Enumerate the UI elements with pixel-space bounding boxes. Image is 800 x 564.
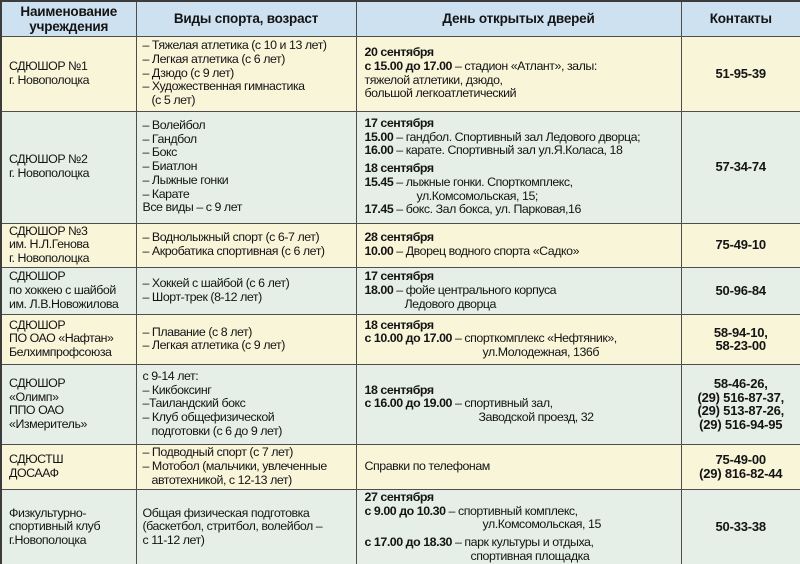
sport-line: с 9-14 лет: <box>142 368 199 383</box>
open-day-text: – бокс. Зал бокса, ул. Парковая,16 <box>393 202 581 217</box>
open-day-line <box>365 332 675 346</box>
open-day-text: – фойе центрального корпуса <box>393 282 557 297</box>
open-day-line <box>365 397 675 411</box>
contact-phone: 50-96-84 <box>715 282 766 298</box>
sport-line: – Легкая атлетика (с 9 лет) <box>142 338 285 353</box>
cell-open-day <box>356 364 681 444</box>
date-time-text: 10.00 <box>364 244 394 259</box>
sport-line: – Тяжелая атлетика (с 10 и 13 лет) <box>142 38 327 52</box>
open-day-text: – спортивный комплекс, <box>445 503 578 518</box>
header-row <box>1 1 800 36</box>
open-day-line <box>365 550 675 564</box>
sport-line: – Бокс <box>142 145 177 160</box>
sport-line: – Клуб общефизической <box>142 410 275 425</box>
cell-institution <box>1 267 136 314</box>
open-day-line <box>365 460 675 474</box>
open-day-text: – лыжные гонки. Спорткомплекс, <box>393 174 573 189</box>
open-day-text: Справки по телефонам <box>364 458 490 473</box>
cell-institution <box>1 444 136 489</box>
open-day-line <box>365 284 675 298</box>
sport-line: – Художественная гимнастика <box>142 79 305 94</box>
date-time-text: 27 сентября <box>364 489 434 504</box>
column-header-open-day: День открытых дверей <box>356 1 681 36</box>
open-day-line <box>365 162 675 176</box>
cell-open-day <box>356 111 681 223</box>
sport-line: – Биатлон <box>142 159 197 174</box>
cell-institution <box>1 223 136 267</box>
date-time-text: с 15.00 до 17.00 <box>364 58 452 73</box>
sport-line: – Гандбол <box>142 131 197 146</box>
open-day-line <box>365 518 675 532</box>
open-day-line <box>365 491 675 505</box>
table-row <box>1 223 800 267</box>
open-day-line <box>365 144 675 158</box>
open-day-line <box>365 298 675 312</box>
contact-phone: 58-23-00 <box>715 338 766 354</box>
contact-phone: (29) 816-82-44 <box>699 465 783 481</box>
institution-line: г. Новополоцка <box>9 251 90 266</box>
date-time-text: 18.00 <box>364 282 394 297</box>
cell-sports <box>136 364 356 444</box>
cell-open-day <box>356 223 681 267</box>
date-time-text: с 9.00 до 10.30 <box>364 503 446 518</box>
date-time-text: 15.00 <box>364 129 394 144</box>
date-time-text: с 17.00 до 18.30 <box>364 535 452 550</box>
institution-line: им. Л.В.Новожилова <box>9 296 119 311</box>
institution-line: по хоккею с шайбой <box>9 282 116 297</box>
date-time-text: 18 сентября <box>364 382 434 397</box>
open-day-text: – парк культуры и отдыха, <box>451 535 594 550</box>
open-day-line <box>365 190 675 204</box>
date-time-text: 20 сентября <box>364 44 434 59</box>
open-day-text: – гандбол. Спортивный зал Ледового дворца; <box>393 129 641 144</box>
sport-line: Общая физическая подготовка <box>142 505 310 520</box>
sport-line: –Таиландский бокс <box>142 396 246 411</box>
table-row <box>1 444 800 489</box>
open-day-text: Ледового дворца <box>404 296 496 311</box>
institution-line: «Олимп» <box>9 389 59 404</box>
date-time-text: с 16.00 до 19.00 <box>364 396 452 411</box>
open-day-line <box>365 46 675 60</box>
cell-open-day <box>356 489 681 564</box>
institution-line: спортивный клуб <box>9 519 101 534</box>
open-day-text: – стадион «Атлант», залы: <box>451 58 597 73</box>
open-day-text: – спорткомплекс «Нефтяник», <box>451 331 617 346</box>
cell-sports <box>136 314 356 364</box>
contact-phone: 51-95-39 <box>715 65 766 81</box>
open-day-line <box>365 505 675 519</box>
column-header-sports: Виды спорта, возраст <box>136 1 356 36</box>
institution-line: Физкультурно- <box>9 505 86 520</box>
open-day-line <box>365 384 675 398</box>
open-day-text: Заводской проезд, 32 <box>478 410 594 425</box>
cell-contacts <box>681 111 800 223</box>
sport-line: – Акробатика спортивная (с 6 лет) <box>142 244 325 259</box>
open-day-text: – спортивный зал, <box>451 396 553 411</box>
contact-phone: 58-94-10, <box>713 324 768 340</box>
sport-line: – Карате <box>142 186 190 201</box>
date-time-text: 17 сентября <box>364 115 434 130</box>
cell-open-day <box>356 444 681 489</box>
open-day-line <box>365 117 675 131</box>
date-time-text: 16.00 <box>364 143 394 158</box>
sport-line: (с 5 лет) <box>151 93 196 108</box>
sport-line: – Дзюдо (с 9 лет) <box>142 65 234 80</box>
institution-line: «Измеритель» <box>9 417 87 432</box>
open-day-text: спортивная площадка <box>470 549 590 564</box>
institution-line: СДЮСТШ <box>9 452 64 467</box>
sport-line: – Кикбоксинг <box>142 382 212 397</box>
date-time-text: 28 сентября <box>364 230 434 245</box>
open-day-text: – карате. Спортивный зал ул.Я.Коласа, 18 <box>393 143 623 158</box>
sport-line: – Лыжные гонки <box>142 172 229 187</box>
open-day-line <box>365 87 675 101</box>
cell-sports <box>136 111 356 223</box>
cell-institution <box>1 489 136 564</box>
cell-sports <box>136 36 356 111</box>
cell-open-day <box>356 314 681 364</box>
table-row <box>1 314 800 364</box>
cell-sports <box>136 444 356 489</box>
open-day-line <box>365 411 675 425</box>
open-day-line <box>365 346 675 360</box>
contact-phone: 57-34-74 <box>715 159 766 175</box>
column-header-contacts: Контакты <box>681 1 800 36</box>
open-day-text: большой легкоатлетический <box>364 86 517 101</box>
cell-institution <box>1 111 136 223</box>
cell-sports <box>136 489 356 564</box>
cell-contacts <box>681 314 800 364</box>
open-day-line <box>365 270 675 284</box>
sport-line: Все виды – с 9 лет <box>142 200 242 215</box>
contact-phone: 75-49-00 <box>715 452 766 468</box>
cell-institution <box>1 36 136 111</box>
cell-open-day <box>356 267 681 314</box>
contact-phone: (29) 516-94-95 <box>699 417 783 433</box>
institution-line: г. Новополоцка <box>9 166 90 180</box>
contact-phone: (29) 513-87-26, <box>697 403 785 419</box>
open-day-line <box>365 176 675 190</box>
open-day-text: тяжелой атлетики, дзюдо, <box>364 72 503 87</box>
institution-line: г.Новополоцка <box>9 533 87 548</box>
institution-line: СДЮШОР №2 <box>9 152 88 167</box>
institution-line: СДЮШОР <box>9 317 66 332</box>
cell-contacts <box>681 444 800 489</box>
date-time-text: с 10.00 до 17.00 <box>364 331 452 346</box>
cell-institution <box>1 314 136 364</box>
cell-contacts <box>681 489 800 564</box>
institution-line: СДЮШОР <box>9 375 66 390</box>
date-time-text: 18 сентября <box>364 317 434 332</box>
institution-line: ДОСААФ <box>9 465 59 480</box>
institution-line: Белхимпрофсоюза <box>9 345 112 360</box>
contact-phone: 50-33-38 <box>715 519 766 535</box>
institution-line: им. Н.Л.Генова <box>9 237 89 252</box>
table-row <box>1 267 800 314</box>
sport-line: – Мотобол (мальчики, увлеченные <box>142 458 327 473</box>
cell-open-day <box>356 36 681 111</box>
sport-line: – Хоккей с шайбой (с 6 лет) <box>142 276 290 291</box>
table-row <box>1 111 800 223</box>
sport-line: автотехникой, с 12-13 лет) <box>151 472 292 487</box>
sport-line: – Подводный спорт (с 7 лет) <box>142 445 293 460</box>
institution-line: СДЮШОР №3 <box>9 223 88 238</box>
contact-phone: 75-49-10 <box>715 237 766 253</box>
date-time-text: 17 сентября <box>364 269 434 284</box>
open-day-line <box>365 60 675 74</box>
open-day-text: – Дворец водного спорта «Садко» <box>393 244 580 259</box>
table-row <box>1 364 800 444</box>
institution-line: ППО ОАО <box>9 403 64 418</box>
open-day-line <box>365 203 675 217</box>
institution-line: ПО ОАО «Нафтан» <box>9 331 114 346</box>
open-day-line <box>365 536 675 550</box>
table-row <box>1 489 800 564</box>
institution-line: г. Новополоцка <box>9 72 90 87</box>
sport-line: (баскетбол, стритбол, волейбол – <box>142 519 323 534</box>
date-time-text: 18 сентября <box>364 161 434 176</box>
cell-contacts <box>681 364 800 444</box>
open-day-line <box>365 319 675 333</box>
open-day-text: ул.Комсомольская, 15 <box>482 517 601 532</box>
cell-contacts <box>681 36 800 111</box>
sport-line: – Волейбол <box>142 117 206 132</box>
institution-line: СДЮШОР №1 <box>9 58 88 73</box>
sport-line: – Воднолыжный спорт (с 6-7 лет) <box>142 230 320 245</box>
cell-sports <box>136 267 356 314</box>
contact-phone: (29) 516-87-37, <box>697 389 785 405</box>
date-time-text: 15.45 <box>364 174 394 189</box>
table-row <box>1 36 800 111</box>
cell-contacts <box>681 223 800 267</box>
column-header-institution: Наименование учреждения <box>1 1 136 36</box>
open-day-line <box>365 245 675 259</box>
open-day-line <box>365 131 675 145</box>
cell-institution <box>1 364 136 444</box>
sport-line: – Плавание (с 8 лет) <box>142 324 252 339</box>
cell-contacts <box>681 267 800 314</box>
sport-line: подготовки (с 6 до 9 лет) <box>151 424 282 439</box>
sport-line: – Легкая атлетика (с 6 лет) <box>142 51 285 66</box>
open-day-line <box>365 74 675 88</box>
open-day-text: ул.Комсомольская, 15; <box>416 188 538 203</box>
date-time-text: 17.45 <box>364 202 394 217</box>
institution-line: СДЮШОР <box>9 269 66 284</box>
open-day-text: ул.Молодежная, 136б <box>482 345 599 360</box>
sport-line: – Шорт-трек (8-12 лет) <box>142 289 262 304</box>
open-day-line <box>365 231 675 245</box>
sport-line: с 11-12 лет) <box>142 533 205 548</box>
contact-phone: 58-46-26, <box>713 375 768 391</box>
cell-sports <box>136 223 356 267</box>
